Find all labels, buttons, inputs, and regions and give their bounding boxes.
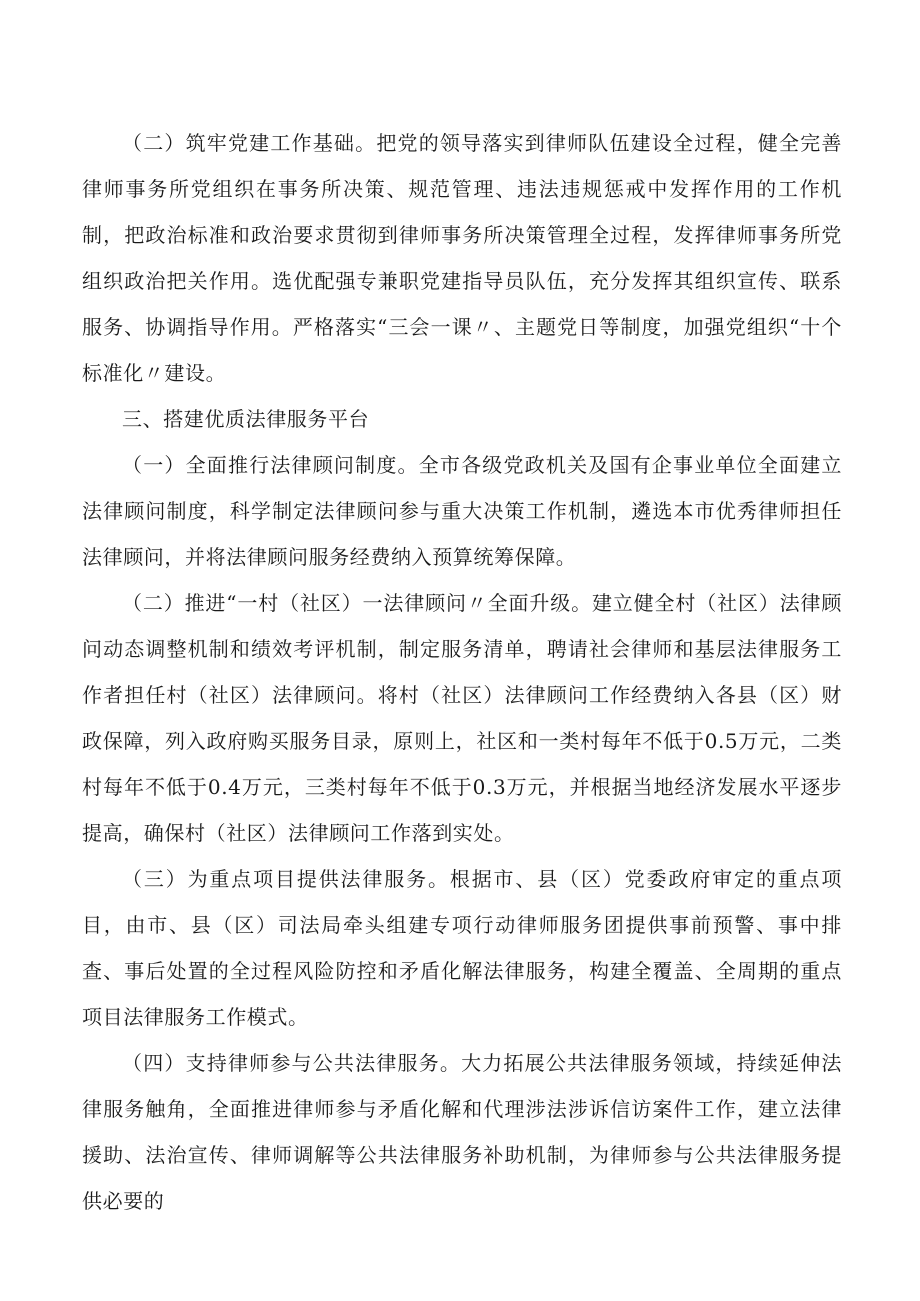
paragraph-public-legal-services: （四）支持律师参与公共法律服务。大力拓展公共法律服务领域，持续延伸法律服务触角，全面推进律师参与矛盾化解和代理涉法涉诉信访案件工作，建立法律援助、法治宣传、律师调解等公共法律服务补助机制，为律师参与公共法律服务提供必要的 (82, 1051, 842, 1213)
paragraph-legal-advisor-system: （一）全面推行法律顾问制度。全市各级党政机关及国有企事业单位全面建立法律顾问制度，科学制定法律顾问参与重大决策工作机制，遴选本市优秀律师担任法律顾问，并将法律顾问服务经费纳入预算统筹保障。 (82, 453, 842, 569)
paragraph-key-project-services: （三）为重点项目提供法律服务。根据市、县（区）党委政府审定的重点项目，由市、县（区）司法局牵头组建专项行动律师服务团提供事前预警、事中排查、事后处置的全过程风险防控和矛盾化解法律服务，构建全覆盖、全周期的重点项目法律服务工作模式。 (82, 867, 842, 1029)
paragraph-party-building-foundation: （二）筑牢党建工作基础。把党的领导落实到律师队伍建设全过程，健全完善律师事务所党组织在事务所决策、规范管理、违法违规惩戒中发挥作用的工作机制，把政治标准和政治要求贯彻到律师事务所决策管理全过程，发挥律师事务所党组织政治把关作用。选优配强专兼职党建指导员队伍，充分发挥其组织宣传、联系服务、协调指导作用。严格落实“三会一课〃、主题党日等制度，加强党组织“十个标准化〃建设。 (82, 131, 842, 385)
section-heading-legal-service-platform: 三、搭建优质法律服务平台 (122, 407, 370, 431)
paragraph-village-legal-advisor: （二）推进“一村（社区）一法律顾问〃全面升级。建立健全村（社区）法律顾问动态调整机制和绩效考评机制，制定服务清单，聘请社会律师和基层法律服务工作者担任村（社区）法律顾问。将村（社区）法律顾问工作经费纳入各县（区）财政保障，列入政府购买服务目录，原则上，社区和一类村每年不低于0.5万元，二类村每年不低于0.4万元，三类村每年不低于0.3万元，并根据当地经济发展水平逐步提高，确保村（社区）法律顾问工作落到实处。 (82, 591, 842, 845)
document-body (82, 120, 842, 1224)
